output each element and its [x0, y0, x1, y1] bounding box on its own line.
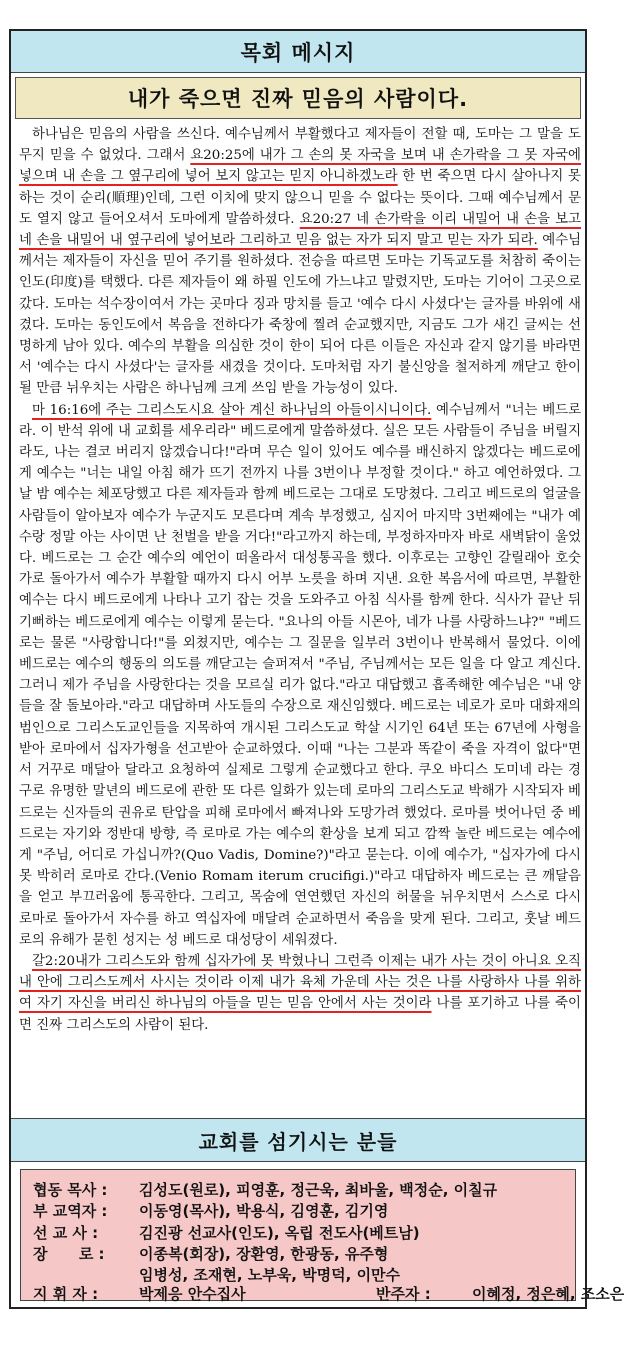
staff-names: 이종복(회장), 장환영, 한광동, 유주형	[139, 1244, 389, 1263]
paragraph-2	[19, 400, 581, 951]
highlighted-verse: 요20:27 네 손가락을 이리 내밀어 내 손을 보고 네 손을 내밀어 내 옆구리에 넣어보라 그리하고 믿음 없는 자가 되지 말고 믿는 자가 되라.	[19, 211, 581, 249]
text-segment: 나를 포기하고 나를 죽이면 진짜 그리스도의 사람이 된다.	[19, 996, 581, 1033]
staff-role: 지 휘 자 :	[33, 1284, 99, 1303]
staff-role: 선 교 사 :	[33, 1223, 99, 1242]
section-header	[11, 31, 585, 73]
staff-role: 장 로 :	[33, 1244, 105, 1263]
highlighted-verse: 갈2:20내가 그리스도와 함께 십자가에 못 박혔나니 그런즉 이제는 내가 사는 것이 아니요 오직 내 안에 그리스도께서 사시는 것이라 이제 내가 육체 가운데 사는 것은 나를 사랑하사 나를 위하여 자기 자신을 버리신 하나님의 아들을 믿는 믿음 안에서 사는 것이라	[19, 953, 581, 1012]
staff-names: 이동영(목사), 박용식, 김영훈, 김기영	[139, 1201, 389, 1220]
text-segment: 예수님께서 "너는 베드로라. 이 반석 위에 내 교회를 세우리라" 베드로에게 말씀하셨다. 실은 모든 사람들이 주님을 버릴지라도, 나는 결코 버리지 않겠습니다!"라며 무슨 일이 있어도 예수를 배신하지 않겠다는 베드로에게 예수는 "너는 내일 아침 해가 뜨기 전까지 나를 3번이나 부정할 것이다." 하고 예언하였다. 그날 밤 예수는 체포당했고 다른 제자들과 함께 베드로는 그대로 도망쳤다. 그리고 베드로의 얼굴을 사람들이 알아보자 예수가 누군지도 모른다며 계속 부정했고, 심지어 마지막 3번째에는 "내가 예수랑 정말 아는 사이면 난 천벌을 받을 거다!"라고까지 하는데, 부정하자마자 바로 새벽닭이 울었다. 베드로는 그 순간 예수의 예언이 떠올라서 대성통곡을 했다. 이후로는 고향인 갈릴래아 호숫가로 돌아가서 예수가 부활할 때까지 다시 어부 노릇을 하며 지낸. 요한 복음서에 따르면, 부활한 예수는 다시 베드로에게 나타나 고기 잡는 것을 도와주고 아침 식사를 함께 한다. 식사가 끝난 뒤 기뻐하는 베드로에게 예수는 이렇게 묻는다. "요나의 아들 시몬아, 네가 나를 사랑하느냐?" "베드로는 물론 "사랑합니다!"를 외쳤지만, 예수는 그 질문을 일부러 3번이나 반복해서 물었다. 이에 베드로는 예수의 행동의 의도를 깨닫고는 슬퍼져서 "주님, 주님께서는 모든 일을 다 알고 계신다. 그러니 제가 주님을 사랑한다는 것을 모르실 리가 없다."라고 대답했고 흡족해한 예수님은 "내 양들을 잘 돌보아라."라고 대답하며 사도들의 수장으로 재신임했다. 베드로는 네로가 로마 대화재의 범인으로 그리스도교인들을 지목하여 개시된 그리스도교 학살 시기인 64년 또는 67년에 사형을 받아 로마에서 십자가형을 선고받아 순교하였다. 이때 "나는 그분과 똑같이 죽을 자격이 없다"면서 거꾸로 매달아 달라고 요청하여 실제로 그렇게 순교했다고 한다. 쿠오 바디스 도미네 라는 경구로 유명한 말년의 베드로에 관한 또 다른 일화가 있는데 로마의 그리스도교 박해가 시작되자 베드로는 신자들의 권유로 탄압을 피해 로마에서 빠져나와 도망가려 했었다. 로마를 벗어나던 중 베드로는 자기와 정반대 방향, 즉 로마로 가는 예수의 환상을 보게 되고 깜짝 놀란 베드로는 예수에게 "주님, 어디로 가십니까?(Quo Vadis, Domine?)"라고 묻는다. 이에 예수가, "십자가에 다시 못 박히러 로마로 간다.(Venio Romam iterum crucifigi.)"라고 대답하자 베드로는 큰 깨달음을 얻고 부끄러움에 통곡한다. 그리고, 목숨에 연연했던 자신의 허물을 뉘우치면서 스스로 다시 로마로 돌아가서 자수를 하고 역십자에 매달려 순교하면서 죽음을 맞게 된다. 그리고, 훗날 베드로의 유해가 묻힌 성지는 성 베드로 대성당이 세워졌다.	[19, 402, 581, 948]
staff-list	[20, 1169, 624, 1303]
church-staff-header	[11, 1118, 585, 1162]
staff-role: 협동 목사 :	[33, 1180, 108, 1199]
sermon-title-box	[15, 77, 581, 119]
staff-names: 임병성, 조재현, 노부욱, 박명덕, 이만수	[139, 1265, 401, 1284]
staff-role: 부 교역자 :	[33, 1201, 108, 1220]
text-segment: 한 번 죽으면 다시 살아나지 못하는 것이 순리(順理)인데, 그런 이치에 맞지 않으니 믿을 수 없다는 뜻이다. 그때 예수님께서 문도 열지 않고 들어오셔서 도마에게 말씀하셨다.	[19, 169, 581, 227]
sermon-title: 내가 죽으면 진짜 믿음의 사람이다.	[127, 87, 469, 111]
paragraph-3	[19, 951, 581, 1036]
highlighted-verse: 마 16:16에 주는 그리스도시요 살아 계신 하나님의 아들이시니이다.	[32, 402, 432, 418]
text-segment: 예수님께서는 제자들이 자신을 믿어 주기를 원하셨다. 전승을 따르면 도마는 기독교도를 처참히 죽이는 인도(印度)를 택했다. 다른 제자들이 왜 하필 인도에 가느냐고 말렸지만, 도마는 기어이 그곳으로 갔다. 도마는 석수장이여서 가는 곳마다 징과 망치를 들고 '예수 다시 사셨다'는 글자를 바위에 새겼다. 도마는 동인도에서 복음을 전하다가 죽창에 찔려 순교했지만, 지금도 그가 새긴 글씨는 선명하게 남아 있다. 예수의 부활을 의심한 것이 한이 되어 다른 이들은 자신과 같지 않기를 바라면서 '예수는 다시 사셨다'는 글자를 새겼을 것이다. 도마처럼 자기 불신앙을 철저하게 깨닫고 한이 될 만큼 뉘우치는 사람은 하나님께 크게 쓰임 받을 가능성이 있다.	[19, 233, 581, 397]
church-staff-title: 교회를 섬기시는 분들	[198, 1129, 398, 1154]
text-segment: 하나님은 믿음의 사람을 쓰신다. 예수님께서 부활했다고 제자들이 전할 때, 도마는 그 말을 도무지 믿을 수 없었다. 그래서	[19, 127, 581, 164]
highlighted-verse: 요20:25에 내가 그 손의 못 자국을 보며 내 손가락을 그 못 자국에 넣으며 내 손을 그 옆구리에 넣어 보지 않고는 믿지 아니하겠노라	[19, 148, 581, 185]
staff-names: 김진광 선교사(인도), 옥립 전도사(베트남)	[139, 1223, 420, 1242]
staff-names-accompanist: 이혜정, 정은혜, 조소은	[472, 1284, 624, 1303]
staff-names: 김성도(원로), 피영훈, 정근욱, 최바울, 백정순, 이칠규	[139, 1180, 498, 1199]
section-header-title: 목회 메시지	[240, 40, 356, 65]
sermon-body	[19, 124, 581, 1036]
staff-names: 박제응 안수집사	[139, 1284, 246, 1303]
paragraph-1	[19, 124, 581, 400]
staff-role-accompanist: 반주자 :	[376, 1284, 431, 1303]
